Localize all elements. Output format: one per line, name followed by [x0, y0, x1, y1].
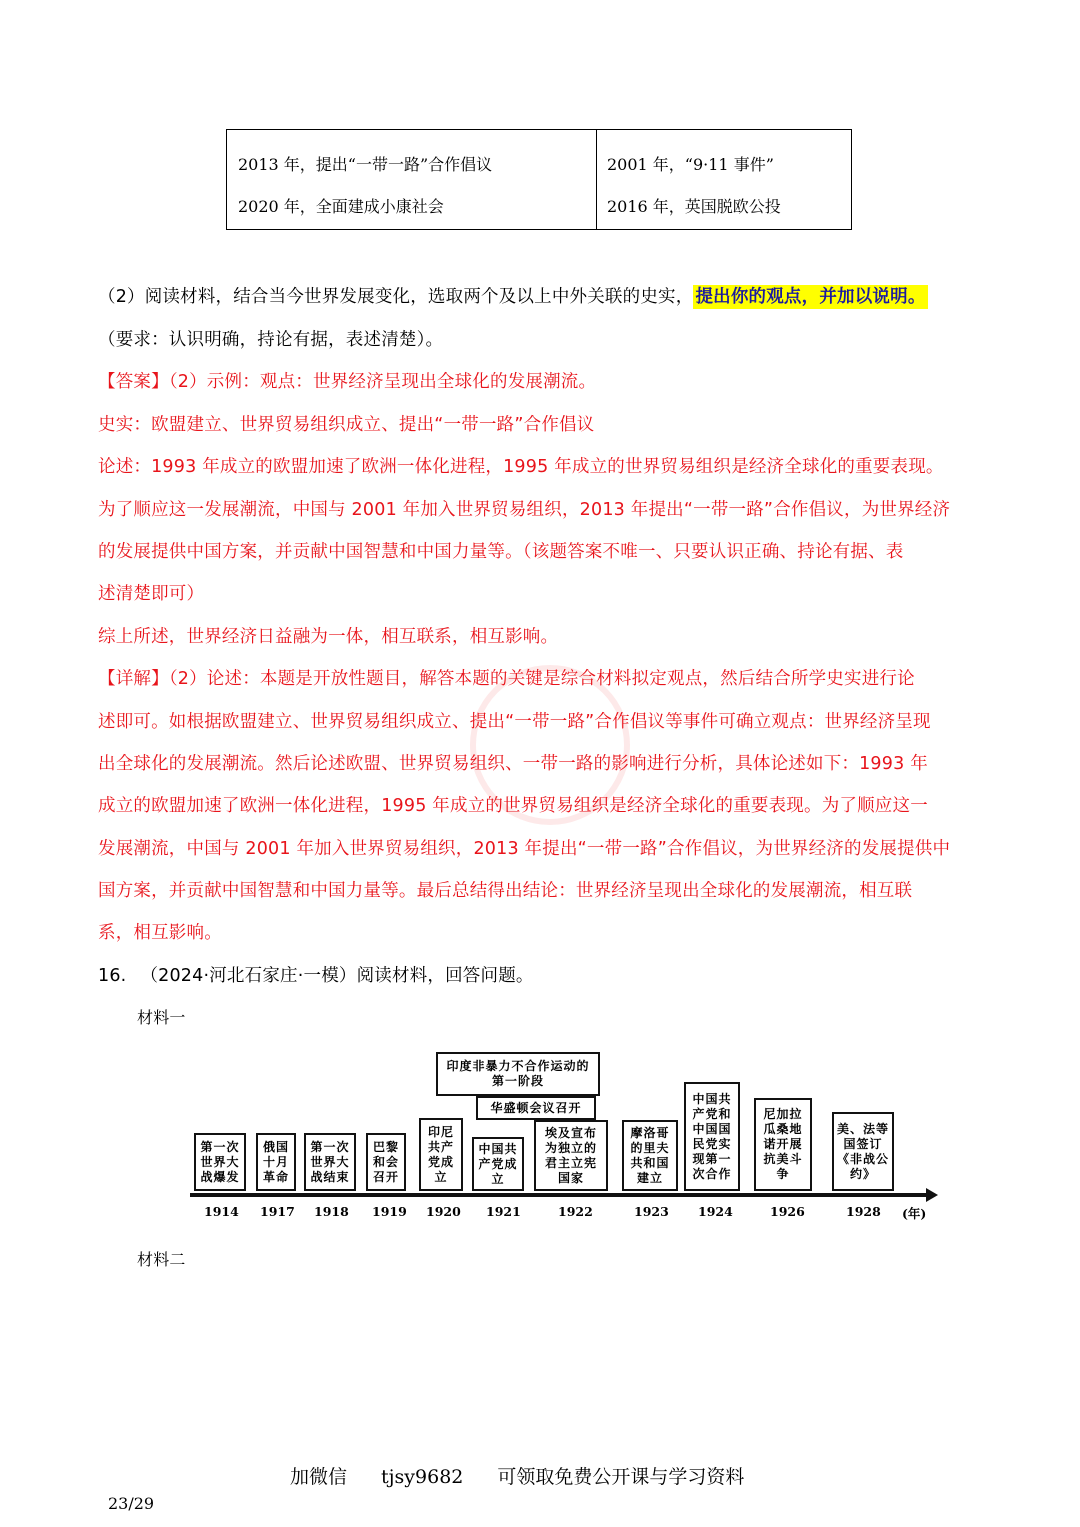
detail-line: 述即可。如根据欧盟建立、世界贸易组织成立、提出“一带一路”合作倡议等事件可确立观点：世界经济呈现 [98, 712, 931, 732]
timeline-event: 尼加拉瓜桑地诺开展抗美斗争 [754, 1098, 812, 1191]
footer-text: 加微信 [290, 1466, 348, 1488]
timeline-event: 印度非暴力不合作运动的第一阶段 [436, 1052, 600, 1096]
answer-line: 的发展提供中国方案，并贡献中国智慧和中国力量等。（该题答案不唯一、只要认识正确、持论有据、表 [98, 542, 904, 562]
table-line: 2013 年，提出“一带一路”合作倡议 [238, 155, 493, 174]
timeline-axis [190, 1193, 930, 1197]
footer-promo [290, 1462, 744, 1489]
answer-line: 为了顺应这一发展潮流，中国与 2001 年加入世界贸易组织，2013 年提出“一带一路”合作倡议，为世界经济 [98, 500, 951, 520]
timeline-year: 1919 [372, 1204, 407, 1219]
table-cell-left [227, 130, 597, 229]
timeline-arrow [926, 1188, 938, 1202]
question-number: 16. [98, 966, 127, 986]
table-line: 2020 年，全面建成小康社会 [238, 197, 444, 216]
question-highlight: 提出你的观点，并加以说明。 [695, 287, 926, 307]
timeline-event: 印尼共产党成立 [419, 1118, 463, 1191]
answer-line: 综上所述，世界经济日益融为一体，相互联系，相互影响。 [98, 627, 559, 647]
answer-facts: 史实：欧盟建立、世界贸易组织成立、提出“一带一路”合作倡议 [98, 415, 595, 435]
table-line: 2001 年，“9·11 事件” [607, 155, 774, 174]
answer-head-line [98, 368, 596, 393]
detail-line: 成立的欧盟加速了欧洲一体化进程，1995 年成立的世界贸易组织是经济全球化的重要表现。为了顺应这一 [98, 796, 928, 816]
timeline-event: 第一次世界大战爆发 [194, 1133, 246, 1191]
question-16-text: （2024·河北石家庄·一模）阅读材料，回答问题。 [140, 966, 534, 986]
timeline-year: 1914 [204, 1204, 239, 1219]
page-number: 23/29 [108, 1494, 155, 1513]
table-cell-right [597, 130, 851, 229]
timeline-event: 巴黎和会召开 [366, 1133, 406, 1191]
timeline-year: 1924 [698, 1204, 733, 1219]
detail-line: 出全球化的发展潮流。然后论述欧盟、世界贸易组织、一带一路的影响进行分析，具体论述如下：1993 年 [98, 754, 928, 774]
detail-line: 系，相互影响。 [98, 923, 222, 943]
timeline-year: 1922 [558, 1204, 593, 1219]
question-text: （2）阅读材料，结合当今世界发展变化，选取两个及以上中外关联的史实， [98, 287, 694, 307]
timeline-event: 俄国十月革命 [256, 1133, 296, 1191]
timeline-event: 埃及宣布为独立的君主立宪国家 [534, 1120, 608, 1191]
detail-head-line [98, 665, 915, 690]
answer-tag: 【答案】 [98, 372, 169, 392]
timeline-event: 中国共产党成立 [472, 1137, 524, 1191]
timeline-year: 1923 [634, 1204, 669, 1219]
material-1-label: 材料一 [137, 1008, 186, 1027]
timeline-event: 第一次世界大战结束 [304, 1133, 356, 1191]
detail-line: 发展潮流，中国与 2001 年加入世界贸易组织，2013 年提出“一带一路”合作倡议，为世界经济的发展提供中 [98, 839, 951, 859]
detail-line: 国方案，并贡献中国智慧和中国力量等。最后总结得出结论：世界经济呈现出全球化的发展潮流，相互联 [98, 881, 913, 901]
timeline-year: 1918 [314, 1204, 349, 1219]
answer-line: 论述：1993 年成立的欧盟加速了欧洲一体化进程，1995 年成立的世界贸易组织是经济全球化的重要表现。 [98, 457, 944, 477]
timeline-event: 中国共产党和中国国民党实现第一次合作 [684, 1082, 740, 1191]
detail-tag: 【详解】 [98, 669, 169, 689]
timeline-event: 华盛顿会议召开 [476, 1096, 596, 1120]
question-line-1 [98, 283, 928, 308]
detail-head: （2）论述：本题是开放性题目，解答本题的关键是综合材料拟定观点，然后结合所学史实进行论 [168, 669, 915, 689]
question-16 [98, 962, 534, 987]
timeline-year: 1917 [260, 1204, 295, 1219]
timeline-figure [190, 1050, 940, 1225]
question-line-2: （要求：认识明确，持论有据，表述清楚）。 [98, 330, 444, 350]
material-2-label: 材料二 [137, 1250, 186, 1269]
timeline-year: 1926 [770, 1204, 805, 1219]
footer-text: 可领取免费公开课与学习资料 [497, 1466, 745, 1488]
footer-wechat-id: tjsy9682 [381, 1466, 464, 1488]
table-line: 2016 年，英国脱欧公投 [607, 197, 781, 216]
timeline-event: 摩洛哥的里夫共和国建立 [622, 1120, 678, 1191]
answer-head: （2）示例：观点：世界经济呈现出全球化的发展潮流。 [168, 372, 597, 392]
timeline-year: 1921 [486, 1204, 521, 1219]
timeline-unit: (年) [902, 1206, 927, 1221]
answer-line: 述清楚即可） [98, 584, 205, 604]
timeline-year: 1928 [846, 1204, 881, 1219]
timeline-event: 美、法等国签订《非战公约》 [832, 1112, 894, 1191]
timeline-year: 1920 [426, 1204, 461, 1219]
events-table [226, 129, 852, 230]
